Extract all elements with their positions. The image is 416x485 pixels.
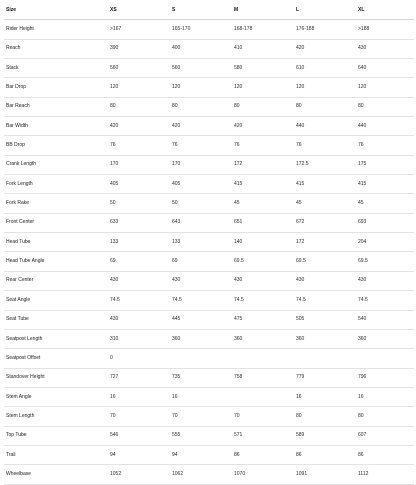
cell-xs: 0 bbox=[108, 349, 170, 368]
cell-m: 70 bbox=[232, 407, 294, 426]
cell-m: 360 bbox=[232, 329, 294, 348]
cell-s: 400 bbox=[170, 39, 232, 58]
cell-s: 120 bbox=[170, 78, 232, 97]
header-m: M bbox=[232, 1, 294, 20]
cell-l: 16 bbox=[294, 387, 356, 406]
cell-xs: >167 bbox=[108, 20, 170, 39]
table-row bbox=[4, 271, 414, 290]
cell-l: 415 bbox=[294, 175, 356, 194]
cell-s: 80 bbox=[170, 97, 232, 116]
cell-xl: 796 bbox=[356, 368, 414, 387]
cell-xl: 80 bbox=[356, 407, 414, 426]
cell-m: 651 bbox=[232, 213, 294, 232]
cell-xs: 74.5 bbox=[108, 291, 170, 310]
table-row bbox=[4, 194, 414, 213]
cell-s: 1062 bbox=[170, 465, 232, 484]
cell-xl: 204 bbox=[356, 233, 414, 252]
cell-s: 420 bbox=[170, 117, 232, 136]
cell-l: 172.5 bbox=[294, 155, 356, 174]
table-row bbox=[4, 310, 414, 329]
cell-s: 405 bbox=[170, 175, 232, 194]
cell-s: 560 bbox=[170, 59, 232, 78]
cell-m: 86 bbox=[232, 445, 294, 464]
table-row bbox=[4, 426, 414, 445]
cell-l bbox=[294, 349, 356, 368]
cell-l: 779 bbox=[294, 368, 356, 387]
cell-l: 672 bbox=[294, 213, 356, 232]
cell-xl: 440 bbox=[356, 117, 414, 136]
row-label: Reach bbox=[4, 39, 108, 58]
row-label: Seat Tube bbox=[4, 310, 108, 329]
cell-l: 120 bbox=[294, 78, 356, 97]
cell-xl: 360 bbox=[356, 329, 414, 348]
cell-xs: 69 bbox=[108, 252, 170, 271]
cell-m: 410 bbox=[232, 39, 294, 58]
row-label: Top Tube bbox=[4, 426, 108, 445]
cell-s: 70 bbox=[170, 407, 232, 426]
table-row bbox=[4, 349, 414, 368]
cell-m: 430 bbox=[232, 271, 294, 290]
cell-xl: 16 bbox=[356, 387, 414, 406]
cell-l: 420 bbox=[294, 39, 356, 58]
row-label: Bar Reach bbox=[4, 97, 108, 116]
cell-m: 1070 bbox=[232, 465, 294, 484]
cell-xl bbox=[356, 349, 414, 368]
row-label: Fork Length bbox=[4, 175, 108, 194]
cell-xs: 16 bbox=[108, 387, 170, 406]
table-row bbox=[4, 20, 414, 39]
cell-m: 475 bbox=[232, 310, 294, 329]
cell-xs: 430 bbox=[108, 271, 170, 290]
cell-m: 74.5 bbox=[232, 291, 294, 310]
cell-xl: 120 bbox=[356, 78, 414, 97]
geometry-table-header bbox=[4, 1, 414, 20]
table-row bbox=[4, 233, 414, 252]
cell-xs: 405 bbox=[108, 175, 170, 194]
row-label: Seatpost Length bbox=[4, 329, 108, 348]
row-label: Stem Angle bbox=[4, 387, 108, 406]
cell-xs: 70 bbox=[108, 407, 170, 426]
cell-xs: 633 bbox=[108, 213, 170, 232]
cell-m: 758 bbox=[232, 368, 294, 387]
cell-xl: 430 bbox=[356, 39, 414, 58]
geometry-table bbox=[4, 1, 414, 485]
row-label: BB Drop bbox=[4, 136, 108, 155]
cell-s: 555 bbox=[170, 426, 232, 445]
cell-xs: 76 bbox=[108, 136, 170, 155]
cell-l: 610 bbox=[294, 59, 356, 78]
table-row bbox=[4, 78, 414, 97]
table-row bbox=[4, 213, 414, 232]
cell-l: 440 bbox=[294, 117, 356, 136]
row-label: Fork Rake bbox=[4, 194, 108, 213]
table-row bbox=[4, 155, 414, 174]
cell-m: 80 bbox=[232, 97, 294, 116]
cell-xs: 120 bbox=[108, 78, 170, 97]
cell-xs: 420 bbox=[108, 117, 170, 136]
cell-xl: >188 bbox=[356, 20, 414, 39]
header-size: Size bbox=[4, 1, 108, 20]
row-label: Stack bbox=[4, 59, 108, 78]
cell-m: 168-178 bbox=[232, 20, 294, 39]
cell-s: 16 bbox=[170, 387, 232, 406]
cell-m: 580 bbox=[232, 59, 294, 78]
table-row bbox=[4, 59, 414, 78]
cell-l: 1091 bbox=[294, 465, 356, 484]
cell-l: 80 bbox=[294, 407, 356, 426]
cell-xs: 50 bbox=[108, 194, 170, 213]
cell-xs: 170 bbox=[108, 155, 170, 174]
table-row bbox=[4, 387, 414, 406]
header-row bbox=[4, 1, 414, 20]
cell-l: 176-188 bbox=[294, 20, 356, 39]
table-row bbox=[4, 39, 414, 58]
cell-l: 430 bbox=[294, 271, 356, 290]
cell-m: 69.5 bbox=[232, 252, 294, 271]
cell-s: 360 bbox=[170, 329, 232, 348]
table-row bbox=[4, 445, 414, 464]
row-label: Head Tube bbox=[4, 233, 108, 252]
cell-xl: 1112 bbox=[356, 465, 414, 484]
header-xs: XS bbox=[108, 1, 170, 20]
cell-m: 571 bbox=[232, 426, 294, 445]
row-label: Bar Width bbox=[4, 117, 108, 136]
row-label: Rider Height bbox=[4, 20, 108, 39]
cell-s: 643 bbox=[170, 213, 232, 232]
cell-l: 86 bbox=[294, 445, 356, 464]
cell-l: 76 bbox=[294, 136, 356, 155]
cell-s: 76 bbox=[170, 136, 232, 155]
cell-s: 74.5 bbox=[170, 291, 232, 310]
cell-l: 69.5 bbox=[294, 252, 356, 271]
table-row bbox=[4, 291, 414, 310]
row-label: Stem Length bbox=[4, 407, 108, 426]
cell-xs: 94 bbox=[108, 445, 170, 464]
cell-m bbox=[232, 349, 294, 368]
cell-xs: 80 bbox=[108, 97, 170, 116]
table-row bbox=[4, 136, 414, 155]
cell-s: 50 bbox=[170, 194, 232, 213]
cell-xs: 727 bbox=[108, 368, 170, 387]
geometry-table-body bbox=[4, 20, 414, 484]
table-row bbox=[4, 97, 414, 116]
cell-xs: 430 bbox=[108, 310, 170, 329]
cell-xs: 390 bbox=[108, 39, 170, 58]
cell-xl: 69.5 bbox=[356, 252, 414, 271]
header-s: S bbox=[170, 1, 232, 20]
cell-xl: 430 bbox=[356, 271, 414, 290]
cell-xs: 310 bbox=[108, 329, 170, 348]
cell-s: 69 bbox=[170, 252, 232, 271]
cell-s: 430 bbox=[170, 271, 232, 290]
cell-xs: 560 bbox=[108, 59, 170, 78]
cell-l: 360 bbox=[294, 329, 356, 348]
cell-m bbox=[232, 387, 294, 406]
header-l: L bbox=[294, 1, 356, 20]
row-label: Head Tube Angle bbox=[4, 252, 108, 271]
cell-m: 420 bbox=[232, 117, 294, 136]
cell-l: 45 bbox=[294, 194, 356, 213]
cell-m: 120 bbox=[232, 78, 294, 97]
cell-l: 505 bbox=[294, 310, 356, 329]
row-label: Standover Height bbox=[4, 368, 108, 387]
cell-xl: 45 bbox=[356, 194, 414, 213]
cell-l: 589 bbox=[294, 426, 356, 445]
cell-m: 415 bbox=[232, 175, 294, 194]
row-label: Front Center bbox=[4, 213, 108, 232]
cell-xl: 175 bbox=[356, 155, 414, 174]
cell-m: 172 bbox=[232, 155, 294, 174]
cell-m: 76 bbox=[232, 136, 294, 155]
row-label: Wheelbase bbox=[4, 465, 108, 484]
row-label: Trail bbox=[4, 445, 108, 464]
table-row bbox=[4, 465, 414, 484]
table-row bbox=[4, 368, 414, 387]
cell-xl: 540 bbox=[356, 310, 414, 329]
cell-xl: 80 bbox=[356, 97, 414, 116]
header-xl: XL bbox=[356, 1, 414, 20]
table-row bbox=[4, 175, 414, 194]
cell-s: 445 bbox=[170, 310, 232, 329]
cell-xl: 607 bbox=[356, 426, 414, 445]
cell-l: 172 bbox=[294, 233, 356, 252]
cell-s: 735 bbox=[170, 368, 232, 387]
row-label: Seatpost Offset bbox=[4, 349, 108, 368]
cell-s: 165-170 bbox=[170, 20, 232, 39]
cell-xl: 640 bbox=[356, 59, 414, 78]
cell-l: 80 bbox=[294, 97, 356, 116]
row-label: Seat Angle bbox=[4, 291, 108, 310]
cell-s bbox=[170, 349, 232, 368]
table-row bbox=[4, 329, 414, 348]
cell-xs: 133 bbox=[108, 233, 170, 252]
cell-xs: 1052 bbox=[108, 465, 170, 484]
table-row bbox=[4, 407, 414, 426]
cell-m: 140 bbox=[232, 233, 294, 252]
cell-xl: 693 bbox=[356, 213, 414, 232]
row-label: Rear Center bbox=[4, 271, 108, 290]
cell-m: 45 bbox=[232, 194, 294, 213]
cell-s: 94 bbox=[170, 445, 232, 464]
cell-xl: 415 bbox=[356, 175, 414, 194]
cell-xs: 546 bbox=[108, 426, 170, 445]
row-label: Bar Drop bbox=[4, 78, 108, 97]
table-row bbox=[4, 117, 414, 136]
cell-s: 133 bbox=[170, 233, 232, 252]
table-row bbox=[4, 252, 414, 271]
row-label: Crank Length bbox=[4, 155, 108, 174]
cell-xl: 74.5 bbox=[356, 291, 414, 310]
cell-xl: 86 bbox=[356, 445, 414, 464]
cell-xl: 76 bbox=[356, 136, 414, 155]
cell-l: 74.5 bbox=[294, 291, 356, 310]
cell-s: 170 bbox=[170, 155, 232, 174]
